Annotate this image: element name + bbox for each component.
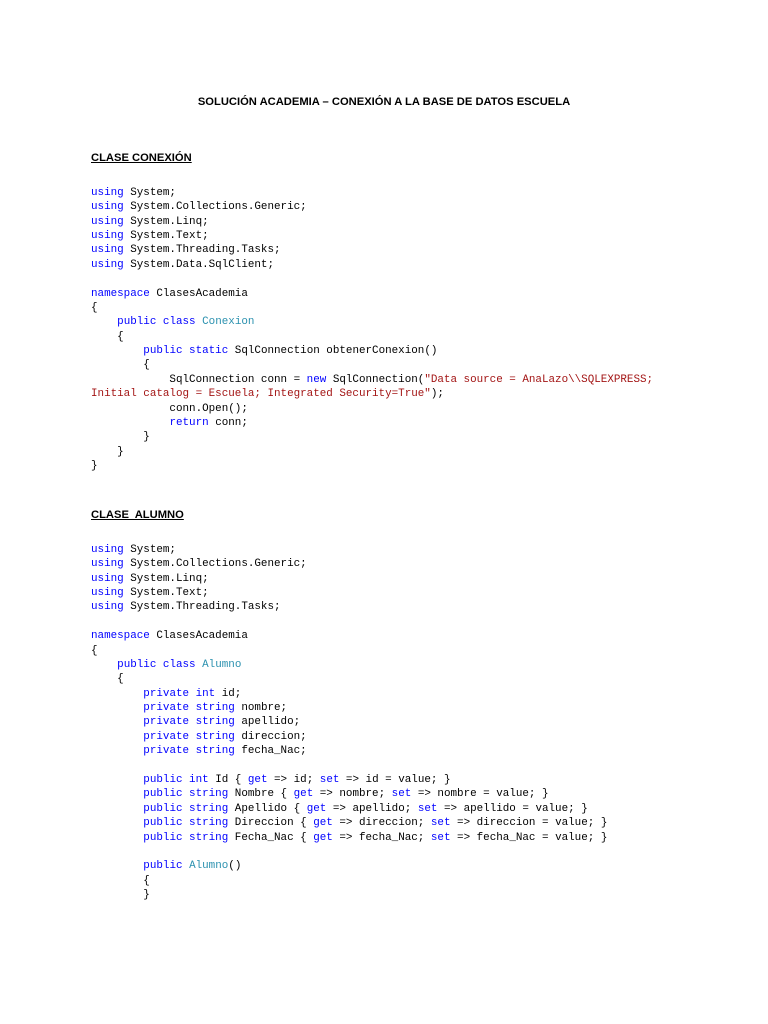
code-text: => direccion = value; } xyxy=(450,817,608,830)
code-keyword: set xyxy=(417,802,438,815)
code-line xyxy=(91,672,607,686)
code-text: => nombre = value; } xyxy=(411,788,549,801)
code-text: direccion; xyxy=(234,730,307,743)
code-keyword: public class xyxy=(117,658,196,671)
code-keyword: using xyxy=(91,244,124,257)
code-keyword: using xyxy=(91,543,124,556)
code-text xyxy=(91,832,143,844)
code-text xyxy=(91,659,117,671)
code-text: System.Text; xyxy=(123,229,209,242)
code-line xyxy=(91,888,607,902)
code-keyword: private string xyxy=(143,745,235,758)
code-text: Direccion { xyxy=(228,817,314,830)
code-text: => nombre; xyxy=(313,788,392,801)
code-line xyxy=(91,373,653,387)
code-text: System; xyxy=(123,543,176,556)
code-keyword: private string xyxy=(143,716,235,729)
code-keyword: public xyxy=(143,860,183,873)
code-keyword: private string xyxy=(143,730,235,743)
code-line xyxy=(91,416,653,430)
code-line xyxy=(91,402,653,416)
code-line xyxy=(91,859,607,873)
code-line xyxy=(91,787,607,801)
code-text: { xyxy=(91,330,124,343)
section-heading-conexion: CLASE CONEXIÓN xyxy=(91,152,192,164)
code-text xyxy=(91,731,143,743)
code-keyword: public string xyxy=(143,802,229,815)
blank-code-line xyxy=(91,615,607,629)
code-line xyxy=(91,586,607,600)
code-text: SqlConnection obtenerConexion() xyxy=(228,345,438,358)
code-line xyxy=(91,600,607,614)
code-keyword: public string xyxy=(143,831,229,844)
blank-code-line xyxy=(91,272,653,286)
code-text xyxy=(91,803,143,815)
code-text: => direccion; xyxy=(332,817,431,830)
code-type-name: Conexion xyxy=(202,316,255,329)
code-line xyxy=(91,258,653,272)
code-text: System.Linq; xyxy=(123,215,209,228)
code-keyword: set xyxy=(430,831,451,844)
code-keyword: public string xyxy=(143,788,229,801)
code-line xyxy=(91,831,607,845)
code-block-conexion xyxy=(91,186,653,474)
code-line xyxy=(91,243,653,257)
code-text: apellido; xyxy=(234,716,301,729)
code-text: { xyxy=(91,673,124,686)
code-line xyxy=(91,802,607,816)
code-keyword: using xyxy=(91,572,124,585)
code-keyword: return xyxy=(169,417,209,430)
code-keyword: get xyxy=(293,788,314,801)
code-text: } xyxy=(91,445,124,458)
code-text: } xyxy=(91,889,150,902)
code-keyword: get xyxy=(313,831,333,844)
code-text: conn.Open(); xyxy=(91,402,248,415)
code-keyword: set xyxy=(319,774,340,787)
code-text: { xyxy=(91,301,98,314)
code-keyword: using xyxy=(91,586,124,599)
code-keyword: using xyxy=(91,186,124,199)
code-line xyxy=(91,301,653,315)
document-title: SOLUCIÓN ACADEMIA – CONEXIÓN A LA BASE DE DATOS ESCUELA xyxy=(197,96,571,108)
code-string: "Data source = AnaLazo\\SQLEXPRESS; xyxy=(424,373,654,386)
code-text xyxy=(91,417,169,429)
code-keyword: public int xyxy=(143,774,209,787)
code-text: Nombre { xyxy=(228,788,294,801)
code-line xyxy=(91,658,607,672)
code-text: ); xyxy=(430,388,444,401)
code-keyword: public class xyxy=(117,316,196,329)
code-line xyxy=(91,644,607,658)
code-text xyxy=(91,788,143,800)
code-text xyxy=(91,345,143,357)
code-text: Apellido { xyxy=(228,802,307,815)
code-text: => id; xyxy=(267,774,320,787)
code-text: { xyxy=(91,359,150,372)
code-keyword: get xyxy=(306,802,327,815)
code-line xyxy=(91,701,607,715)
code-line xyxy=(91,572,607,586)
code-line xyxy=(91,186,653,200)
blank-code-line xyxy=(91,759,607,773)
code-keyword: using xyxy=(91,215,124,228)
code-text: ClasesAcademia xyxy=(149,630,248,643)
blank-code-line xyxy=(91,845,607,859)
code-keyword: using xyxy=(91,201,124,214)
code-text xyxy=(91,860,143,872)
code-text: System.Threading.Tasks; xyxy=(123,601,281,614)
code-string: Initial catalog = Escuela; Integrated Security=True" xyxy=(91,388,431,401)
code-keyword: public string xyxy=(143,817,229,830)
code-keyword: set xyxy=(391,788,412,801)
code-text xyxy=(91,716,143,728)
code-keyword: using xyxy=(91,229,124,242)
code-text: => id = value; } xyxy=(339,774,451,787)
code-text: Fecha_Nac { xyxy=(228,831,314,844)
section-heading-alumno: CLASE ALUMNO xyxy=(91,509,184,521)
code-text: System.Threading.Tasks; xyxy=(123,244,281,257)
code-text: { xyxy=(91,874,150,887)
code-line xyxy=(91,344,653,358)
code-line xyxy=(91,773,607,787)
code-text: System.Text; xyxy=(123,586,209,599)
code-keyword: namespace xyxy=(91,630,150,643)
code-text: () xyxy=(228,860,242,873)
code-line xyxy=(91,430,653,444)
code-line xyxy=(91,874,607,888)
code-line xyxy=(91,744,607,758)
code-text: => fecha_Nac = value; } xyxy=(450,831,608,844)
code-keyword: set xyxy=(430,817,451,830)
code-text xyxy=(91,745,143,757)
code-keyword: private int xyxy=(143,687,216,700)
code-text: Id { xyxy=(208,774,248,787)
code-text: System.Collections.Generic; xyxy=(123,201,307,214)
code-text: nombre; xyxy=(234,702,288,715)
code-text: SqlConnection( xyxy=(326,373,425,386)
code-line xyxy=(91,816,607,830)
code-keyword: using xyxy=(91,558,124,571)
code-text: conn; xyxy=(208,417,248,430)
code-text: SqlConnection conn = xyxy=(91,373,307,386)
code-line xyxy=(91,543,607,557)
code-line xyxy=(91,387,653,401)
code-text: } xyxy=(91,460,98,473)
code-line xyxy=(91,687,607,701)
code-line xyxy=(91,200,653,214)
code-keyword: namespace xyxy=(91,287,150,300)
code-text xyxy=(91,702,143,714)
code-line xyxy=(91,287,653,301)
code-line xyxy=(91,358,653,372)
code-text: } xyxy=(91,431,150,444)
code-text: => apellido; xyxy=(326,802,418,815)
code-text xyxy=(91,817,143,829)
code-keyword: using xyxy=(91,601,124,614)
code-text: System.Collections.Generic; xyxy=(123,558,307,571)
code-block-alumno xyxy=(91,543,607,903)
code-text xyxy=(91,688,143,700)
code-keyword: public static xyxy=(143,345,229,358)
code-line xyxy=(91,330,653,344)
code-line xyxy=(91,557,607,571)
code-text: id; xyxy=(215,687,242,700)
code-text: System.Linq; xyxy=(123,572,209,585)
code-keyword: using xyxy=(91,258,124,271)
code-text xyxy=(91,316,117,328)
code-keyword: get xyxy=(313,817,333,830)
code-line xyxy=(91,315,653,329)
code-line xyxy=(91,629,607,643)
code-line xyxy=(91,715,607,729)
code-line xyxy=(91,459,653,473)
code-text: => fecha_Nac; xyxy=(332,831,431,844)
code-keyword: new xyxy=(306,373,327,386)
code-text xyxy=(91,774,143,786)
code-text: ClasesAcademia xyxy=(149,287,248,300)
code-text: System.Data.SqlClient; xyxy=(123,258,275,271)
code-line xyxy=(91,445,653,459)
code-text: => apellido = value; } xyxy=(437,802,588,815)
code-type-name: Alumno xyxy=(189,860,229,873)
code-keyword: get xyxy=(247,774,268,787)
code-line xyxy=(91,229,653,243)
code-keyword: private string xyxy=(143,702,235,715)
code-text: fecha_Nac; xyxy=(234,745,307,758)
code-text: System; xyxy=(123,186,176,199)
code-line xyxy=(91,730,607,744)
code-line xyxy=(91,215,653,229)
code-text: { xyxy=(91,644,98,657)
code-type-name: Alumno xyxy=(202,658,242,671)
